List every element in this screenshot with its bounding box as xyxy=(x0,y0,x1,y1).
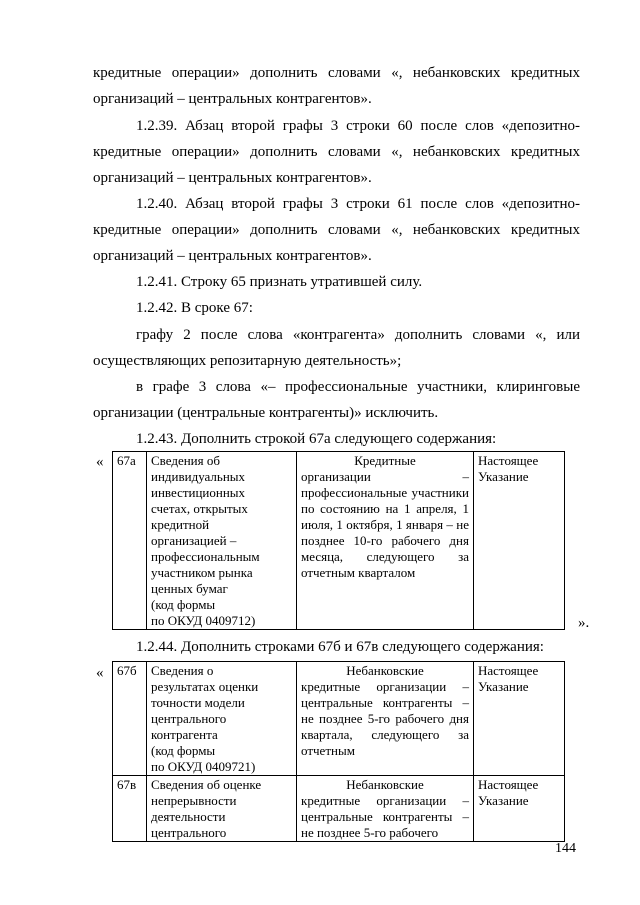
reporters-title: Небанковские xyxy=(346,777,424,792)
paragraph-line: организаций – центральных контрагентов». xyxy=(93,248,372,264)
info-line: контрагента xyxy=(151,727,218,742)
basis-cell xyxy=(474,662,565,776)
basis-line: Настоящее xyxy=(478,777,539,792)
paragraph-line: 1.2.42. В сроке 67: xyxy=(136,300,253,316)
row-number: 67в xyxy=(113,776,147,842)
info-line: ценных бумаг xyxy=(151,581,228,596)
basis-line: Настоящее xyxy=(478,453,539,468)
paragraph-line: 1.2.41. Строку 65 признать утратившей силу. xyxy=(136,274,423,290)
info-line: по ОКУД 0409721) xyxy=(151,759,256,774)
paragraph-line: в графе 3 слова «– профессиональные участники, клиринговые xyxy=(136,379,580,395)
table-rows-67b-67v xyxy=(112,661,565,842)
info-line: точности модели xyxy=(151,695,245,710)
reporters-cell xyxy=(297,452,474,630)
table-row-67a xyxy=(112,451,565,630)
info-cell xyxy=(147,662,297,776)
info-line: центрального xyxy=(151,711,227,726)
reporters-title: Кредитные xyxy=(354,453,416,468)
info-line: Сведения об xyxy=(151,453,220,468)
paragraph-line: графу 2 после слова «контрагента» дополнить словами «, или xyxy=(136,327,580,343)
paragraph-line: 1.2.44. Дополнить строками 67б и 67в следующего содержания: xyxy=(136,639,544,655)
paragraph-line: организаций – центральных контрагентов». xyxy=(93,170,372,186)
info-line: организацией – xyxy=(151,533,237,548)
reporters-text: кредитные организации – центральные контрагенты – не позднее 5-го рабочего дня квартала, следующего за отчетным xyxy=(301,679,469,758)
reporters-title: Небанковские xyxy=(346,663,424,678)
basis-cell xyxy=(474,776,565,842)
info-line: Сведения о xyxy=(151,663,214,678)
paragraph-line: 1.2.40. Абзац второй графы 3 строки 61 после слов «депозитно- xyxy=(136,196,580,212)
table-row xyxy=(113,452,565,630)
paragraph-line: организаций – центральных контрагентов». xyxy=(93,91,372,107)
close-quote: ». xyxy=(578,615,590,631)
basis-line: Указание xyxy=(478,793,529,808)
info-cell xyxy=(147,776,297,842)
paragraph-line: организации (центральные контрагенты)» исключить. xyxy=(93,405,439,421)
row-number: 67б xyxy=(113,662,147,776)
paragraph-line: кредитные операции» дополнить словами «, небанковских кредитных xyxy=(93,144,580,160)
info-line: центрального xyxy=(151,825,227,840)
info-line: по ОКУД 0409712) xyxy=(151,613,256,628)
open-quote: « xyxy=(96,665,104,681)
row-number: 67а xyxy=(113,452,147,630)
paragraph-line: осуществляющих репозитарную деятельность»; xyxy=(93,353,402,369)
info-line: (код формы xyxy=(151,597,216,612)
reporters-cell xyxy=(297,776,474,842)
basis-line: Указание xyxy=(478,469,529,484)
reporters-text: кредитные организации – центральные контрагенты – не позднее 5-го рабочего xyxy=(301,793,469,840)
info-line: деятельности xyxy=(151,809,226,824)
basis-line: Настоящее xyxy=(478,663,539,678)
basis-cell xyxy=(474,452,565,630)
info-line: участником рынка xyxy=(151,565,253,580)
info-cell xyxy=(147,452,297,630)
info-line: инвестиционных xyxy=(151,485,246,500)
paragraph-line: кредитные операции» дополнить словами «, небанковских кредитных xyxy=(93,222,580,238)
info-line: результатах оценки xyxy=(151,679,259,694)
open-quote: « xyxy=(96,454,104,470)
basis-line: Указание xyxy=(478,679,529,694)
reporters-cell xyxy=(297,662,474,776)
paragraph-line: кредитные операции» дополнить словами «, небанковских кредитных xyxy=(93,65,580,81)
paragraph-line: 1.2.43. Дополнить строкой 67а следующего содержания: xyxy=(136,431,497,447)
info-line: индивидуальных xyxy=(151,469,246,484)
table-row xyxy=(113,662,565,776)
info-line: кредитной xyxy=(151,517,210,532)
reporters-text: организации – профессиональные участники по состоянию на 1 апреля, 1 июля, 1 октября, 1 января – не позднее 10-го рабочего дня месяца, следующего за отчетным кварталом xyxy=(301,469,469,580)
info-line: Сведения об оценке xyxy=(151,777,262,792)
paragraph-line: 1.2.39. Абзац второй графы 3 строки 60 после слов «депозитно- xyxy=(136,118,580,134)
info-line: профессиональным xyxy=(151,549,260,564)
info-line: счетах, открытых xyxy=(151,501,248,516)
page-number: 144 xyxy=(555,841,576,856)
table-row xyxy=(113,776,565,842)
info-line: (код формы xyxy=(151,743,216,758)
info-line: непрерывности xyxy=(151,793,237,808)
